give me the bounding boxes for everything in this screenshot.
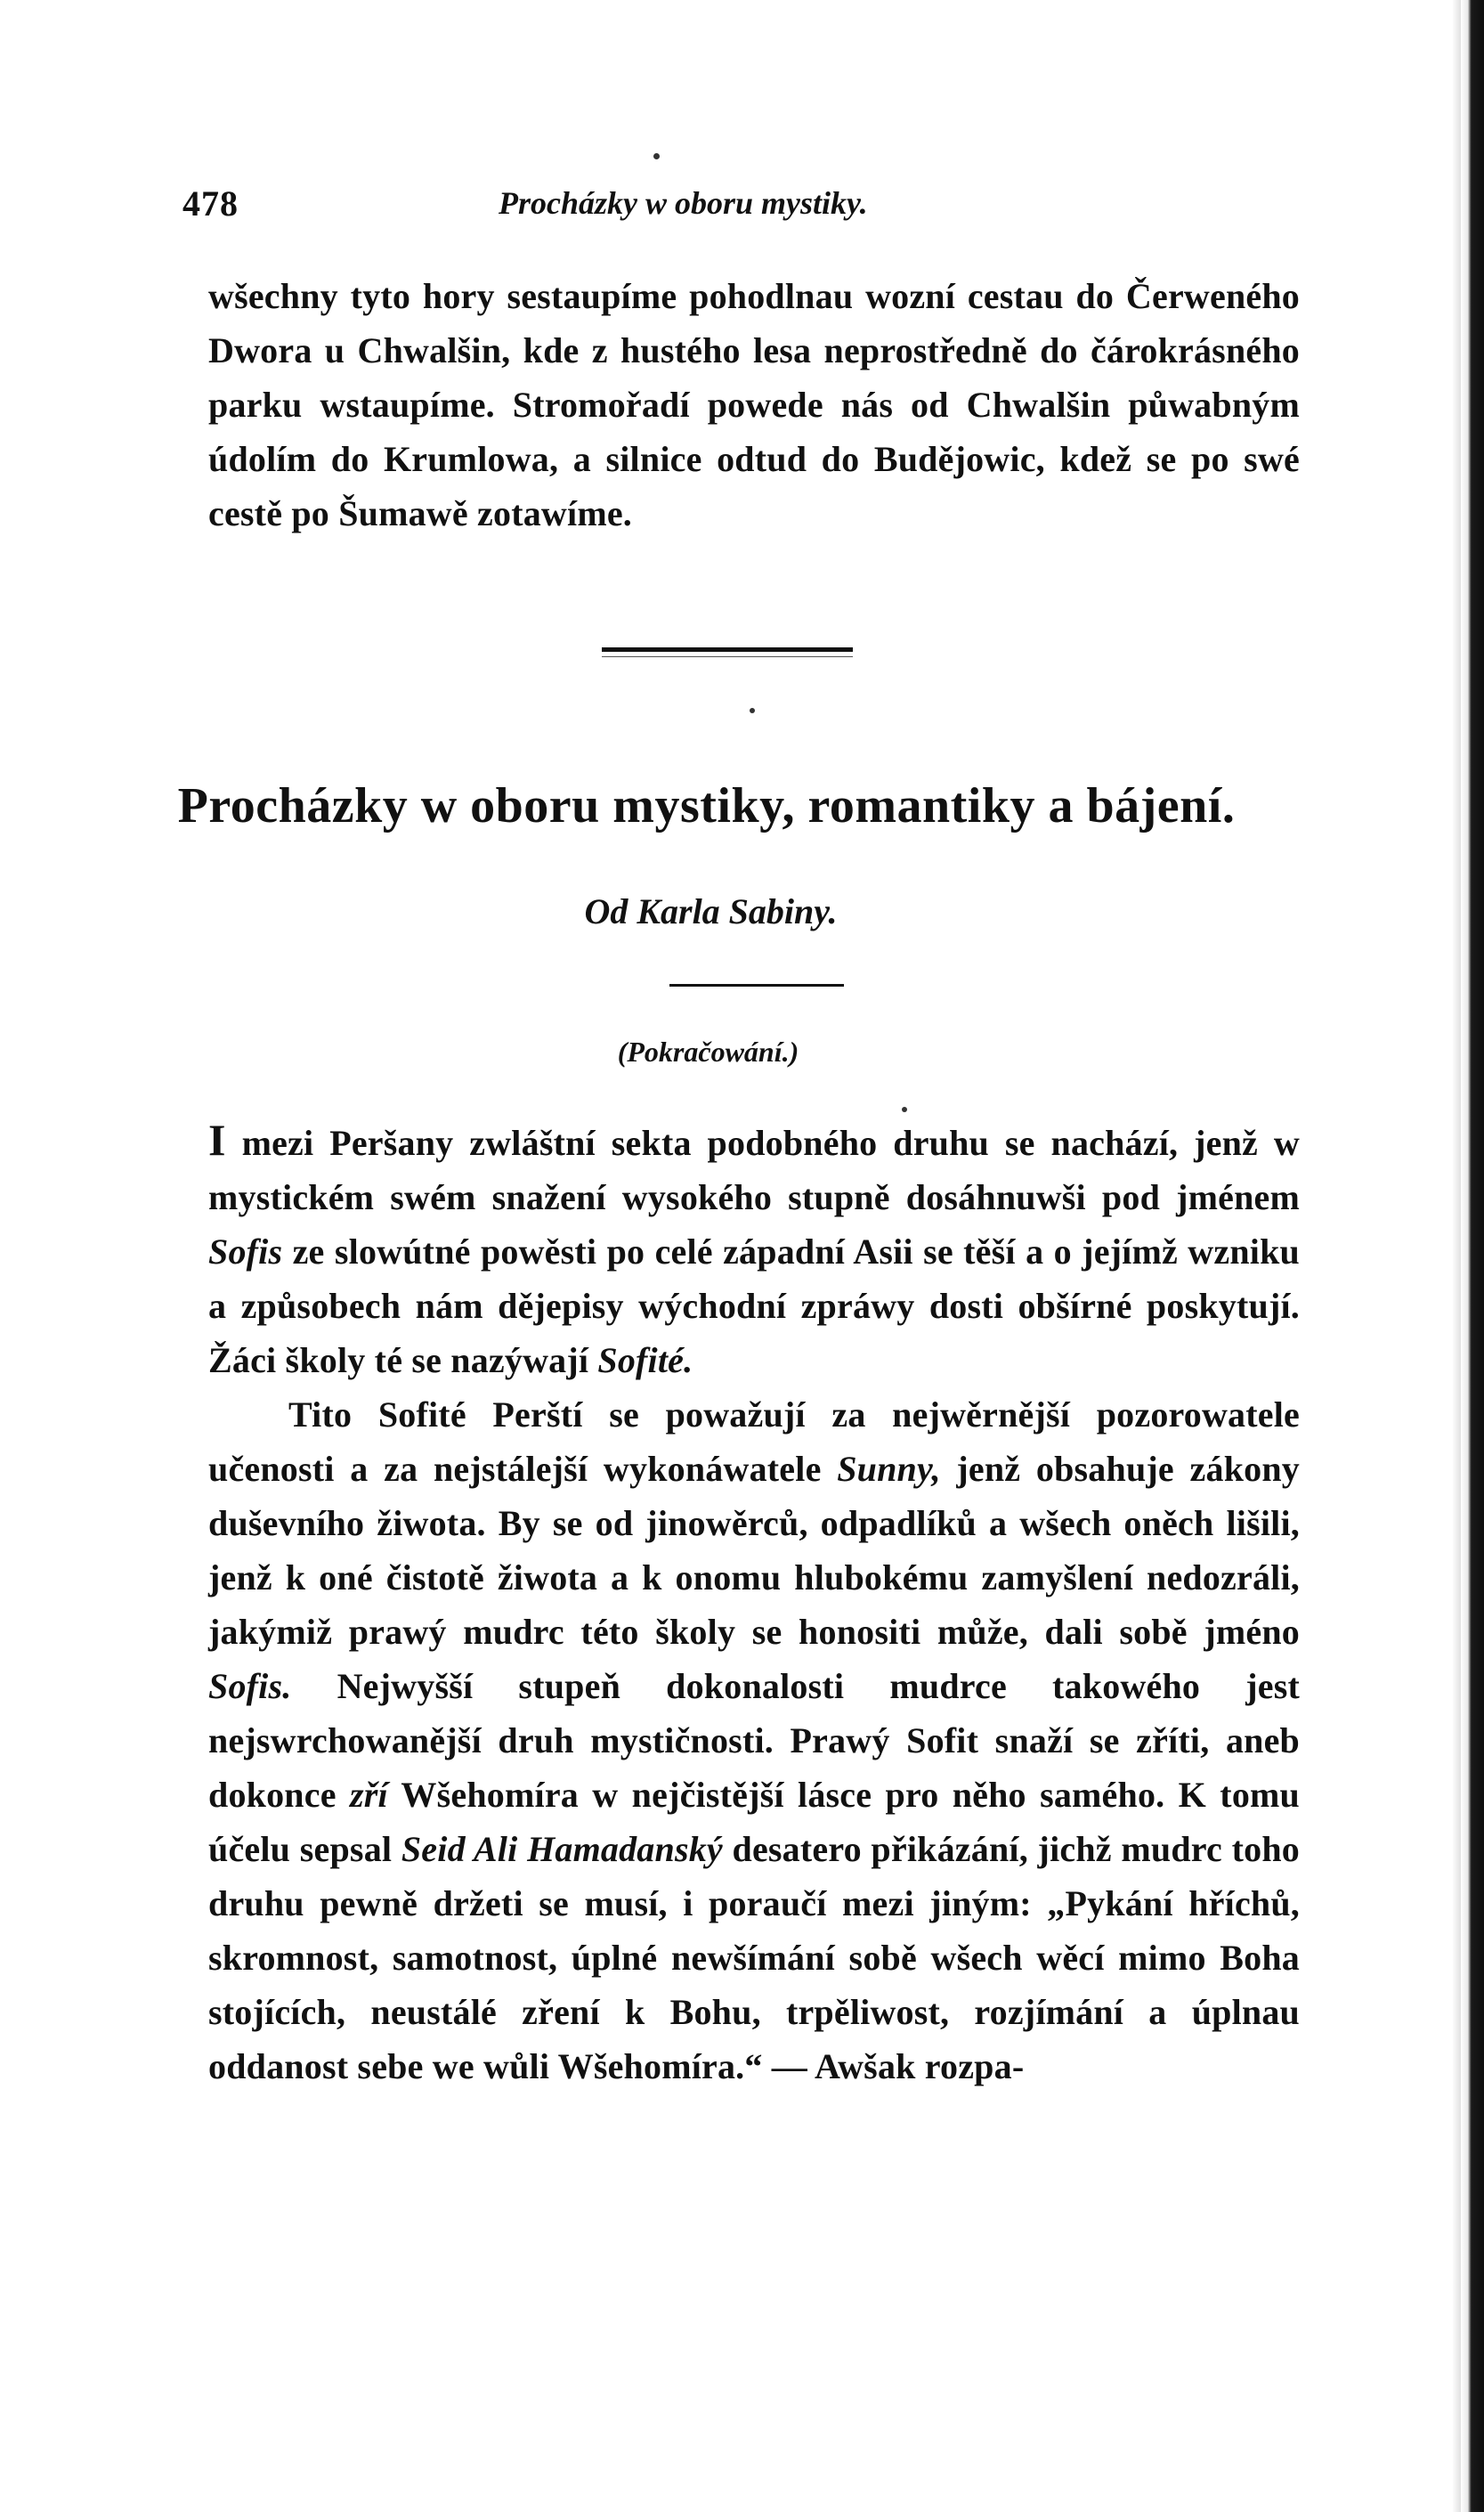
body-text: Wšehomíra w nejčistější lásce pro něho samého. K tomu účelu sepsal: [208, 1775, 1300, 1869]
page-shadow: [1452, 0, 1461, 2512]
body-text: desatero přikázání, jichž mudrc toho druhu pewně držeti se musí, i poraučí mezi jiným: „Pykání hříchů, skromnost, samotnost, úplné newšímání sobě wšech wěcí mimo Boha stojících, neustálé zření k Bohu, trpěliwost, rozjímání a úplnau oddanost sebe we wůli Wšehomíra.“ — Awšak rozpa-: [208, 1829, 1300, 2086]
italic-term: Sofis.: [208, 1666, 292, 1706]
italic-term: zří: [349, 1775, 388, 1815]
running-head: Procházky w oboru mystiky.: [499, 185, 868, 221]
section-divider: [602, 647, 853, 652]
ink-speck: [653, 153, 660, 159]
italic-term: Sunny,: [837, 1449, 941, 1489]
body-text: ze slowútné powěsti po celé západní Asii se těší a o jejímž wzniku a způsobech nám dějepisy wýchodní zpráwy dosti obšírné poskytují. Žáci školy té se nazýwají: [208, 1232, 1300, 1380]
continuation-note: (Pokračowání.): [617, 1036, 799, 1068]
intro-paragraph: wšechny tyto hory sestaupíme pohodlnau wozní cestau do Čerweného Dwora u Chwalšin, kde z hustého lesa neprostředně do čárokrásného parku wstaupíme. Stromořadí powede nás od Chwalšin půwabným údolím do Krumlowa, a silnice odtud do Budějowic, kdež se po swé cestě po Šumawě zotawíme.: [208, 276, 1300, 533]
page-edge: [1461, 0, 1484, 2512]
page-number: 478: [182, 183, 239, 224]
body-text: mezi Peršany zwláštní sekta podobného druhu se nachází, jenž w mystickém swém snažení wysokého stupně dosáhnuwši pod jménem: [208, 1123, 1300, 1217]
article-author: Od Karla Sabiny.: [584, 891, 838, 931]
intro-text-block: [208, 269, 1300, 541]
author-divider: [669, 984, 844, 987]
italic-term: Seid Ali Hamadanský: [401, 1829, 723, 1869]
ink-speck: [902, 1107, 907, 1112]
body-text: Nejwyšší stupeň dokonalosti mudrce takowého jest nejswrchowanější druh mystičnosti. Prawý Sofit snaží se zříti, aneb dokonce: [208, 1666, 1300, 1815]
italic-term: Sofité.: [597, 1340, 693, 1380]
body-paragraph-2: [208, 1387, 1300, 2093]
italic-term: Sofis: [208, 1232, 283, 1272]
body-paragraph-1: [208, 1113, 1300, 1387]
article-body: [208, 1113, 1300, 2093]
section-divider-thin: [602, 656, 853, 657]
body-text: jenž obsahuje zákony duševního žiwota. By se od jinowěrců, odpadlíků a wšech oněch lišili, jenž k oné čistotě žiwota a k onomu hlubokému zamyšlení nedozráli, jakýmiž prawý mudrc této školy se honositi může, dali sobě jméno: [208, 1449, 1300, 1652]
page-header: [182, 183, 1300, 236]
body-text: Tito Sofité Perští se powažují za nejwěrnější pozorowatele učenosti a za nejstálejší wykonáwatele: [208, 1394, 1300, 1489]
article-title: Procházky w oboru mystiky, romantiky a bájení.: [177, 778, 1236, 833]
dropcap: I: [208, 1115, 226, 1165]
ink-speck: [750, 708, 755, 713]
